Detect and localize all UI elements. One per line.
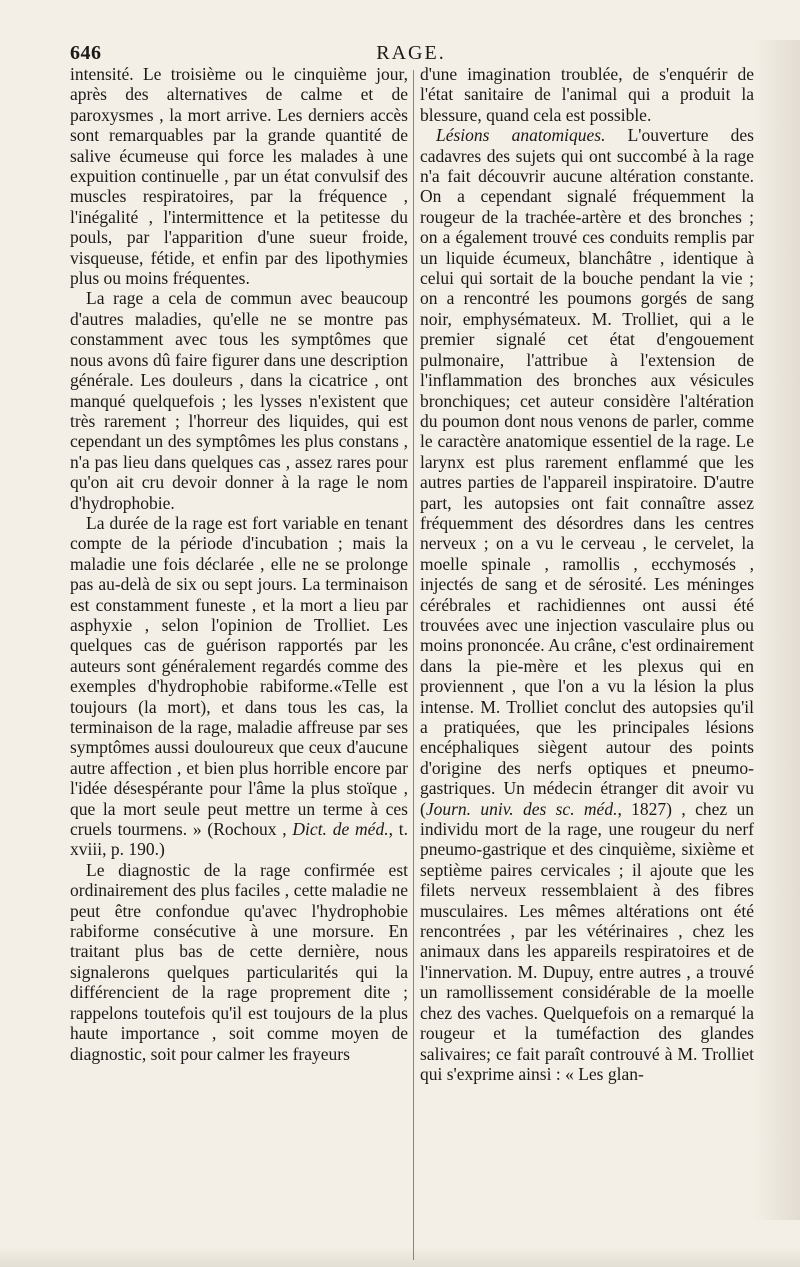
left-column (70, 64, 408, 1064)
paragraph: intensité. Le troisième ou le cinquième jour, après des alternatives de calme et de paroxysmes , la mort arrive. Les derniers accès sont remarquables par la grande quantité de salive écumeuse qui force les malades à une expuition continuelle , par un état convulsif des muscles respiratoires, par la fréquence , l'inégalité , l'intermittence et la petitesse du pouls, par l'apparition d'une sueur froide, visqueuse, fétide, et enfin par des lipothymies plus ou moins fréquentes. (70, 64, 408, 289)
citation-title: Dict. de méd. (292, 819, 389, 840)
paragraph-text: , 1827) , chez un individu mort de la rage, une rougeur du nerf pneumo-gastrique et des cinquième, sixième et septième paires cervicales ; il ajoute que les filets nerveux ressemblaient à des fibres musculaires. Les mêmes altérations ont été rencontrées , par les vétérinaires , chez les animaux dans les appareils respiratoires et de l'innervation. M. Dupuy, entre autres , a trouvé un ramollissement considérable de la moelle chez des vaches. Quelquefois on a remarqué la rougeur et la tuméfaction des glandes salivaires; ce fait paraît controuvé à M. Trolliet qui s'exprime ainsi : « Les glan- (420, 798, 754, 1084)
column-divider (413, 70, 414, 1260)
paragraph: Le diagnostic de la rage confirmée est ordinairement des plus faciles , cette maladie ne peut être confondue qu'avec l'hydrophobie rabiforme consécutive à une morsure. En traitant plus bas de cette dernière, nous signalerons quelques particularités qui la différencient de la rage proprement dite ; rappelons toutefois qu'il est toujours de la plus haute importance , soit comme moyen de diagnostic, soit pour calmer les frayeurs (70, 859, 408, 1064)
running-head: RAGE. (376, 42, 446, 64)
paragraph-text: La durée de la rage est fort variable en tenant compte de la période d'incubation ; mais la maladie une fois déclarée , elle ne se prolonge pas au-delà de six ou sept jours. La terminaison est constamment funeste , et la mort a lieu par asphyxie , selon l'opinion de Trolliet. Les quelques cas de guérison rapportés par les auteurs sont généralement regardés comme des exemples d'hydrophobie rabiforme.«Telle est toujours (la mort), et dans tous les cas, la terminaison de la rage, maladie affreuse par ses symptômes aussi douloureux que ceux d'aucune autre affection , et bien plus horrible encore par l'idée désespérante pour l'âme la plus stoïque , que la mort seule peut mettre un terme à ces cruels tourmens. » (Rochoux , (70, 512, 408, 840)
paragraph (420, 125, 754, 1084)
paragraph-text: L'ouverture des cadavres des sujets qui ont succombé à la rage n'a fait découvrir aucune altération constante. On a cependant signalé fréquemment la rougeur de la trachée-artère et des bronches ; on a également trouvé ces conduits remplis par un liquide écumeux, blanchâtre , identique à celui qui sortait de la bouche pendant la vie ; on a rencontré les poumons gorgés de sang noir, emphysémateux. M. Trolliet, qui a le premier signalé cet état d'engouement pulmonaire, l'attribue à l'extension de l'inflammation des bronches aux vésicules bronchiques; cet auteur considère l'altération du poumon dont nous venons de parler, comme le caractère anatomique essentiel de la rage. Le larynx est plus rarement enflammé que les autres parties de l'appareil inspiratoire. D'autre part, les autopsies ont fait connaître assez fréquemment des désordres dans les centres nerveux ; on a vu le cerveau , le cervelet, la moelle spinale , ramollis , ecchymosés , injectés de sang et de sérosité. Les méninges cérébrales et rachidiennes ont aussi été trouvées avec une injection vasculaire plus ou moins prononcée. Au crâne, c'est ordinairement dans la pie-mère et les plexus qui en proviennent , que l'on a vu la lésion la plus intense. M. Trolliet conclut des autopsies qu'il a pratiquées, que les principales lésions encéphaliques siègent autour des points d'origine des nerfs optiques et pneumo-gastriques. Un médecin étranger dit avoir vu ( (420, 125, 754, 819)
right-column (420, 64, 754, 1084)
paragraph: d'une imagination troublée, de s'enquérir de l'état sanitaire de l'animal qui a produit la blessure, quand cela est possible. (420, 64, 754, 125)
section-heading: Lésions anatomiques. (436, 125, 606, 146)
citation-title: Journ. univ. des sc. méd. (425, 798, 618, 819)
page-edge-shadow (754, 40, 800, 1220)
paragraph (70, 513, 408, 860)
citation-ref: , t. xviii, p. 190.) (70, 819, 408, 860)
page-number: 646 (70, 42, 102, 64)
paragraph: La rage a cela de commun avec beaucoup d'autres maladies, qu'elle ne se montre pas constamment avec tous les symptômes que nous avons dû faire figurer dans une description générale. Les douleurs , dans la cicatrice , ont manqué quelquefois ; les lysses n'existent que très rarement ; l'horreur des liquides, qui est cependant un des symptômes les plus constans , n'a pas lieu dans quelques cas , assez rares pour qu'on ait cru devoir donner à la rage le nom d'hydrophobie. (70, 288, 408, 513)
page-bottom-shadow (0, 1247, 800, 1267)
